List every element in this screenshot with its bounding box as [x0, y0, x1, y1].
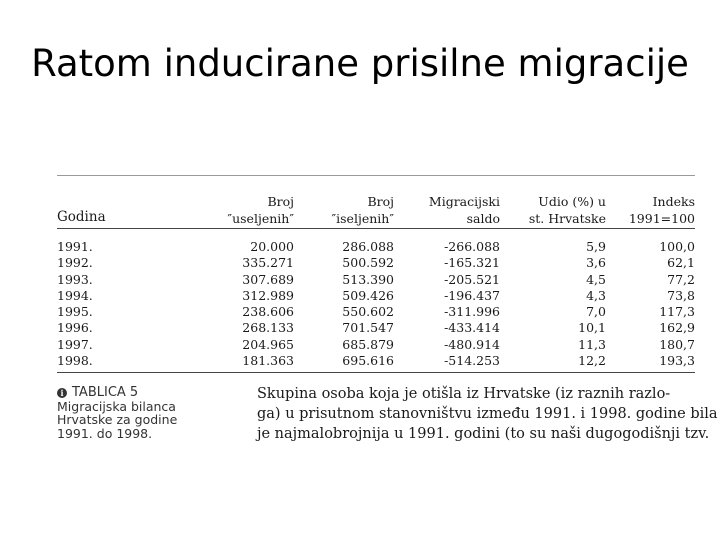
caption-heading — [57, 386, 227, 400]
header-saldo-line1: Migracijski — [428, 194, 500, 209]
cell-saldo: -196.437 — [444, 287, 500, 303]
header-udio — [500, 184, 606, 227]
cell-udio: 4,5 — [586, 271, 606, 287]
header-useljenih — [152, 184, 294, 227]
cell-udio: 12,2 — [578, 353, 606, 369]
cell-useljenih: 307.689 — [242, 271, 294, 287]
cell-udio: 10,1 — [578, 320, 606, 336]
caption-line: Hrvatske za godine — [57, 412, 178, 427]
paragraph-line: je najmalobrojnija u 1991. godini (to su naši dugogodišnji tzv. — [257, 426, 710, 442]
table-bottom-rule — [57, 372, 695, 373]
cell-indeks: 77,2 — [667, 271, 695, 287]
header-iseljenih-line2: ″iseljenih″ — [331, 211, 394, 226]
table-spacer-row — [57, 227, 695, 239]
cell-saldo: -165.321 — [444, 255, 500, 271]
cell-indeks: 100,0 — [659, 239, 695, 254]
scanned-table-image — [57, 172, 718, 457]
header-godina — [57, 184, 152, 227]
cell-udio: 4,3 — [586, 287, 606, 303]
cell-iseljenih: 286.088 — [342, 239, 394, 254]
cell-useljenih: 238.606 — [242, 304, 294, 320]
header-useljenih-line2: ″useljenih″ — [227, 211, 294, 226]
cell-useljenih: 181.363 — [242, 353, 294, 369]
cell-saldo: -311.996 — [444, 304, 500, 320]
cell-iseljenih: 500.592 — [342, 255, 394, 271]
cell-indeks: 73,8 — [667, 287, 695, 303]
header-udio-line2: st. Hrvatske — [528, 211, 606, 226]
paragraph-line: ga) u prisutnom stanovništvu između 1991. i 1998. godine bila — [257, 406, 718, 422]
cell-saldo: -514.253 — [444, 353, 500, 369]
cell-indeks: 180,7 — [659, 336, 695, 352]
info-icon: i — [57, 388, 67, 398]
header-saldo — [394, 184, 500, 227]
cell-year: 1998. — [57, 353, 93, 369]
caption-line: 1991. do 1998. — [57, 425, 153, 441]
cell-iseljenih: 701.547 — [342, 320, 394, 336]
table-row — [57, 353, 695, 369]
cell-iseljenih: 685.879 — [342, 336, 394, 352]
cell-indeks: 62,1 — [667, 255, 695, 271]
cell-saldo: -205.521 — [444, 271, 500, 287]
header-indeks — [606, 184, 695, 227]
cell-year: 1996. — [57, 320, 93, 336]
cell-saldo: -480.914 — [444, 336, 500, 352]
cell-saldo: -266.088 — [444, 239, 500, 254]
migration-table — [57, 184, 695, 369]
cell-year: 1997. — [57, 336, 93, 352]
cell-useljenih: 268.133 — [242, 320, 294, 336]
caption-line: Migracijska bilanca — [57, 398, 176, 414]
cell-year: 1992. — [57, 255, 93, 271]
cell-udio: 3,6 — [586, 255, 606, 271]
table-row — [57, 320, 695, 336]
cell-udio: 5,9 — [586, 239, 606, 254]
header-godina-label: Godina — [57, 209, 106, 225]
header-saldo-line2: saldo — [466, 211, 500, 226]
table-top-rule — [57, 175, 695, 176]
cell-useljenih: 335.271 — [242, 255, 294, 271]
cell-indeks: 193,3 — [659, 353, 695, 369]
cell-indeks: 162,9 — [659, 320, 695, 336]
cell-iseljenih: 695.616 — [342, 353, 394, 369]
table-caption — [57, 386, 227, 440]
cell-useljenih: 204.965 — [242, 336, 294, 352]
paragraph-line: Skupina osoba koja je otišla iz Hrvatske (iz raznih razlo- — [257, 386, 671, 402]
cell-year: 1993. — [57, 271, 93, 287]
cell-year: 1995. — [57, 304, 93, 320]
cell-saldo: -433.414 — [444, 320, 500, 336]
header-iseljenih-line1: Broj — [367, 194, 394, 209]
body-paragraph — [257, 384, 718, 444]
table-row — [57, 288, 695, 304]
table-row — [57, 272, 695, 288]
header-udio-line1: Udio (%) u — [538, 194, 606, 209]
header-iseljenih — [294, 184, 394, 227]
table-row — [57, 304, 695, 320]
table-row — [57, 239, 695, 255]
cell-year: 1994. — [57, 287, 93, 303]
cell-udio: 11,3 — [578, 336, 606, 352]
table-row — [57, 337, 695, 353]
slide-title: Ratom inducirane prisilne migracije — [31, 42, 689, 85]
cell-useljenih: 20.000 — [250, 239, 294, 254]
cell-iseljenih: 513.390 — [342, 271, 394, 287]
caption-label: TABLICA 5 — [72, 385, 139, 400]
cell-indeks: 117,3 — [659, 304, 695, 320]
header-indeks-line1: Indeks — [652, 194, 695, 209]
cell-iseljenih: 509.426 — [342, 287, 394, 303]
header-indeks-line2: 1991=100 — [628, 211, 695, 226]
cell-iseljenih: 550.602 — [342, 304, 394, 320]
cell-year: 1991. — [57, 239, 93, 254]
cell-udio: 7,0 — [586, 304, 606, 320]
table-header-row — [57, 184, 695, 227]
header-useljenih-line1: Broj — [267, 194, 294, 209]
cell-useljenih: 312.989 — [242, 287, 294, 303]
table-row — [57, 255, 695, 271]
